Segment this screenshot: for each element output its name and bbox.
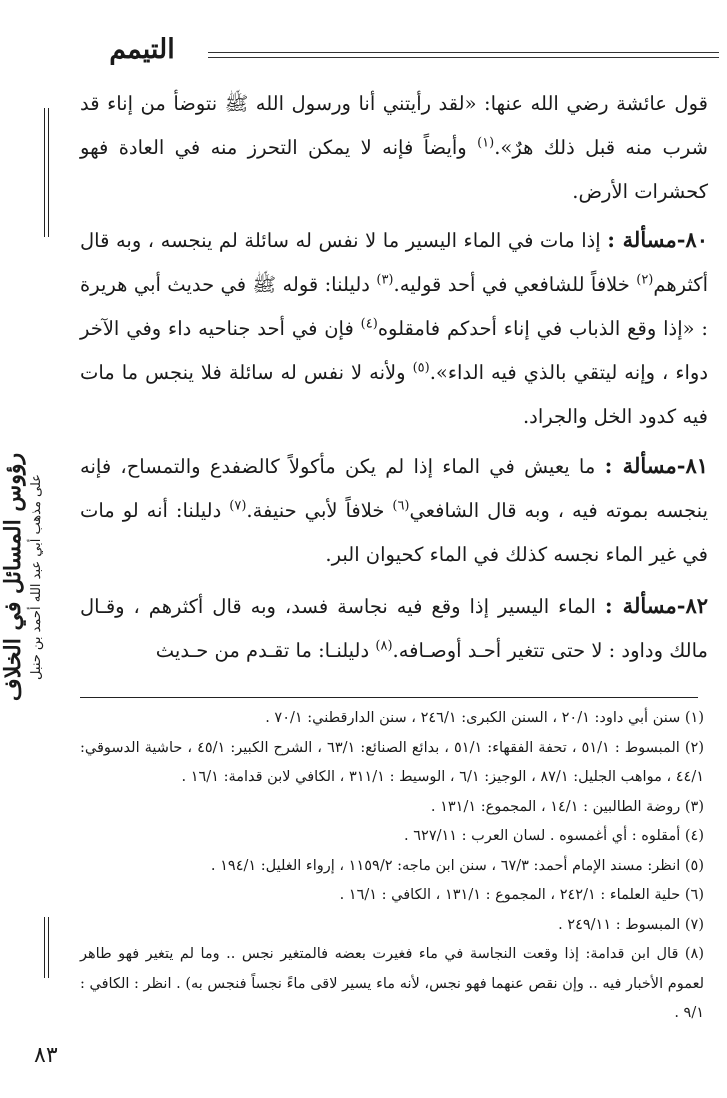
issue-label: ٨٠-مسألة : (607, 227, 708, 252)
footnotes (80, 704, 704, 1029)
footnote-separator (80, 697, 698, 698)
issue-82: ٨٢-مسألة : الماء اليسير إذا وقع فيه نجاسة فسد، وبه قال أكثرهم ، وقـال مالك وداود : لا حتى تتغير أحـد أوصـافه.$^{(٨)}$ دليلنـا: ما تقـدم من حـديث (80, 593, 709, 662)
footnote-ref: (٢) (636, 272, 654, 288)
page-header-title: التيمم (109, 34, 175, 65)
issue-label: ٨١-مسألة : (604, 453, 708, 478)
footnote: (١) سنن أبي داود: ٢٠/١ ، السنن الكبرى: ٢٤٦/١ ، سنن الدارقطني: ٧٠/١ . (265, 710, 704, 726)
footnote-ref: (٨) (375, 638, 393, 654)
main-text (80, 82, 708, 214)
running-book-title (0, 237, 57, 917)
book-title: رؤوس المسائل في الخلاف (0, 452, 26, 702)
intro-paragraph: قول عائشة رضي الله عنها: «لقد رأيتني أنا ورسول الله ﷺ نتوضأ من إناء قد شرب منه قبل ذلك هرٌ».$^{(١)}$ وأيضاً فإنه لا يمكن التحرز منه في العادة فهو كحشرات الأرض. (80, 92, 708, 203)
footnote: (٤) أمقلوه : أي أغمسوه . لسان العرب : ٦٢٧/١١ . (404, 828, 704, 844)
header-rule (208, 52, 719, 58)
footnote-ref: (١) (477, 135, 495, 151)
footnote: (٦) حلية العلماء : ٢٤٢/١ ، المجموع : ١٣١/١ ، الكافي : ١٦/١ . (339, 887, 704, 903)
footnote-ref: (٦) (392, 498, 410, 514)
issue-label: ٨٢-مسألة : (604, 593, 709, 618)
footnote-ref: (٥) (412, 360, 430, 376)
footnote: (٢) المبسوط : ٥١/١ ، تحفة الفقهاء: ٥١/١ ، بدائع الصنائع: ٦٣/١ ، الشرح الكبير: ٤٥/١ ، حاشية الدسوقي: ٤٤/١ ، مواهب الجليل: ٨٧/١ ، الوجيز: ٦/١ ، الوسيط : ٣١١/١ ، الكافي لابن قدامة: ١٦/١ . (80, 739, 704, 785)
footnote-ref: (٣) (376, 272, 394, 288)
issue-81: ٨١-مسألة : ما يعيش في الماء إذا لم يكن مأكولاً كالضفدع والتمساح، فإنه ينجسه بموته فيه ، وبه قال الشافعي$^{(٦)}$ خلافاً لأبي حنيفة.$^{(٧)}$ دليلنا: أنه لو مات في غير الماء نجسه كذلك في الماء كحيوان البر. (80, 453, 708, 566)
footnote: (٥) انظر: مسند الإمام أحمد: ٦٧/٣ ، سنن ابن ماجه: ١١٥٩/٢ ، إرواء الغليل: ١٩٤/١ . (210, 857, 704, 874)
footnote-ref: (٧) (229, 498, 247, 514)
book-subtitle: على مذهب أبي عبد الله أحمد بن حنبل (29, 474, 44, 680)
issue-80: ٨٠-مسألة : إذا مات في الماء اليسير ما لا نفس له سائلة لم ينجسه ، وبه قال أكثرهم$^{(٢)}$ خلافاً للشافعي في أحد قوليه.$^{(٣)}$ دليلنا: قوله ﷺ في حديث أبي هريرة : «إذا وقع الذباب في إناء أحدكم فامقلوه$^{(٤)}$ فإن في أحد جناحيه داء وفي الآخر دواء ، وإنه ليتقي بالذي فيه الداء».$^{(٥)}$ ولأنه لا نفس له سائلة فلا ينجس ما مات فيه كدود الخل والجراد. (80, 227, 709, 428)
footnote: (٣) روضة الطالبين : ١٤/١ ، المجموع: ١٣١/١ . (430, 798, 704, 815)
footnote: (٧) المبسوط : ٢٤٩/١١ . (558, 916, 704, 933)
page-number: ٨٣ (34, 1043, 58, 1068)
footnote: (٨) قال ابن قدامة: إذا وقعت النجاسة في ماء فغيرت بعضه فالمتغير نجس .. وما لم يتغير فهو طاهر لعموم الأخبار فيه .. وإن نقص عنهما فهو نجس، لأنه ماء يسير لاقى ماءً نجساً فنجس به) . انظر : الكافي : ٩/١ . (80, 946, 704, 1021)
footnote-ref: (٤) (360, 316, 378, 332)
